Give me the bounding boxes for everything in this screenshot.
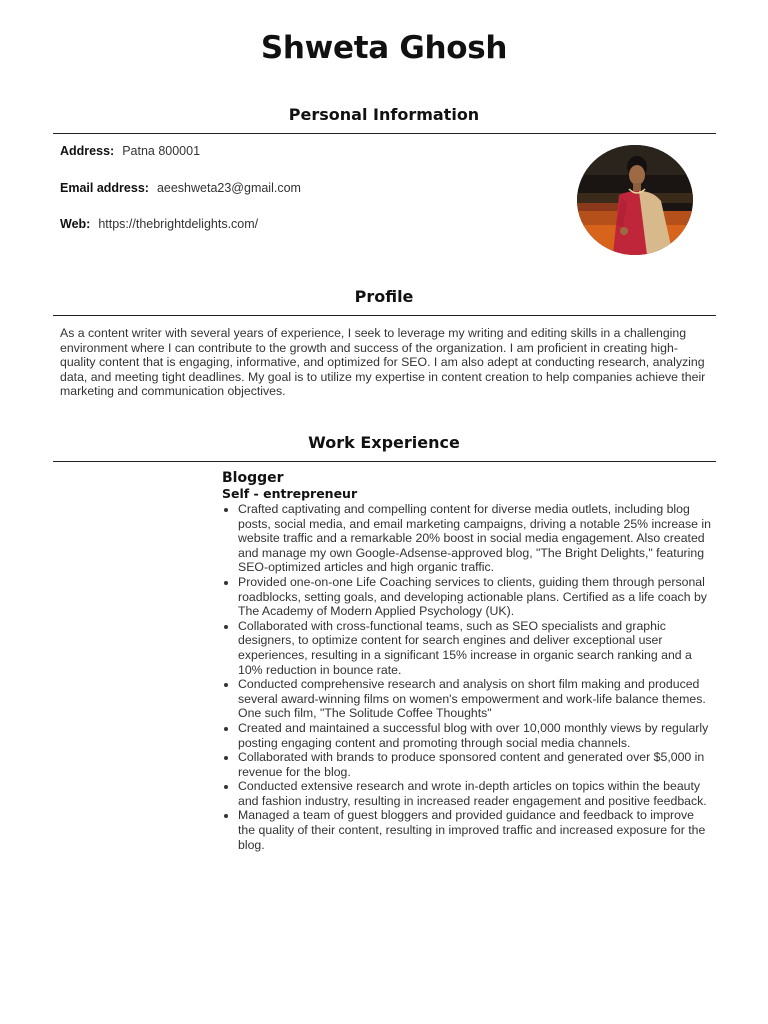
job-entry: [222, 470, 712, 852]
job-bullet: • Conducted comprehensive research and analysis on short film making and produced several award-winning films on women's empowerment and work-life balance themes. One such film, "The Solitude Coffee Thoughts": [238, 677, 712, 721]
section-divider: [53, 461, 716, 462]
web-row: [60, 217, 258, 231]
section-heading-work-experience: Work Experience: [308, 433, 460, 452]
section-heading-profile: Profile: [354, 287, 414, 306]
job-bullet-list: [222, 502, 712, 852]
section-divider: [53, 133, 716, 134]
email-value[interactable]: aeeshweta23@gmail.com: [156, 181, 301, 195]
profile-photo: [577, 145, 693, 255]
job-bullet: • Collaborated with brands to produce sponsored content and generated over $5,000 in revenue for the blog.: [238, 750, 712, 779]
address-row: [60, 144, 200, 158]
job-bullet: • Provided one-on-one Life Coaching services to clients, guiding them through personal roadblocks, setting goals, and developing actionable plans. Certified as a life coach by The Academy of Modern Applied Psychology (UK).: [238, 575, 712, 619]
web-link[interactable]: https://thebrightdelights.com/: [98, 217, 259, 231]
address-value: Patna 800001: [122, 144, 201, 158]
job-bullet: • Conducted extensive research and wrote in-depth articles on topics within the beauty and fashion industry, resulting in increased reader engagement and positive feedback.: [238, 779, 712, 808]
job-bullet: • Collaborated with cross-functional teams, such as SEO specialists and graphic designers, to optimize content for search engines and deliver exceptional user experiences, resulting in a significant 15% increase in organic search ranking and a 10% reduction in bounce rate.: [238, 619, 712, 677]
web-label: Web:: [60, 217, 91, 231]
job-company: Self - entrepreneur: [222, 486, 358, 501]
section-heading-personal-information: Personal Information: [288, 105, 480, 124]
email-row: [60, 181, 301, 195]
job-bullet: • Managed a team of guest bloggers and provided guidance and feedback to improve the quality of their content, resulting in improved traffic and increased exposure for the blog.: [238, 808, 712, 852]
job-bullet: • Created and maintained a successful blog with over 10,000 monthly views by regularly posting engaging content and promoting through social media channels.: [238, 721, 712, 750]
address-label: Address:: [60, 144, 115, 158]
profile-summary: As a content writer with several years of experience, I seek to leverage my writing and editing skills in a challenging environment where I can contribute to the growth and success of the organization. I am proficient in creating high-quality content that is engaging, informative, and optimized for SEO. I am also adept at conducting research, analyzing data, and meeting tight deadlines. My goal is to utilize my expertise in content creation to help companies achieve their marketing and communication objectives.: [60, 326, 706, 399]
section-divider: [53, 315, 716, 316]
resume-name: Shweta Ghosh: [260, 30, 508, 66]
job-title: Blogger: [222, 470, 284, 486]
job-bullet: • Crafted captivating and compelling content for diverse media outlets, including blog posts, social media, and email marketing campaigns, driving a notable 25% increase in website traffic and a remarkable 20% boost in social media engagement. Also created and manage my own Google-Adsense-approved blog, "The Bright Delights," featuring SEO-optimized articles and high organic traffic.: [238, 502, 712, 575]
email-label: Email address:: [60, 181, 149, 195]
